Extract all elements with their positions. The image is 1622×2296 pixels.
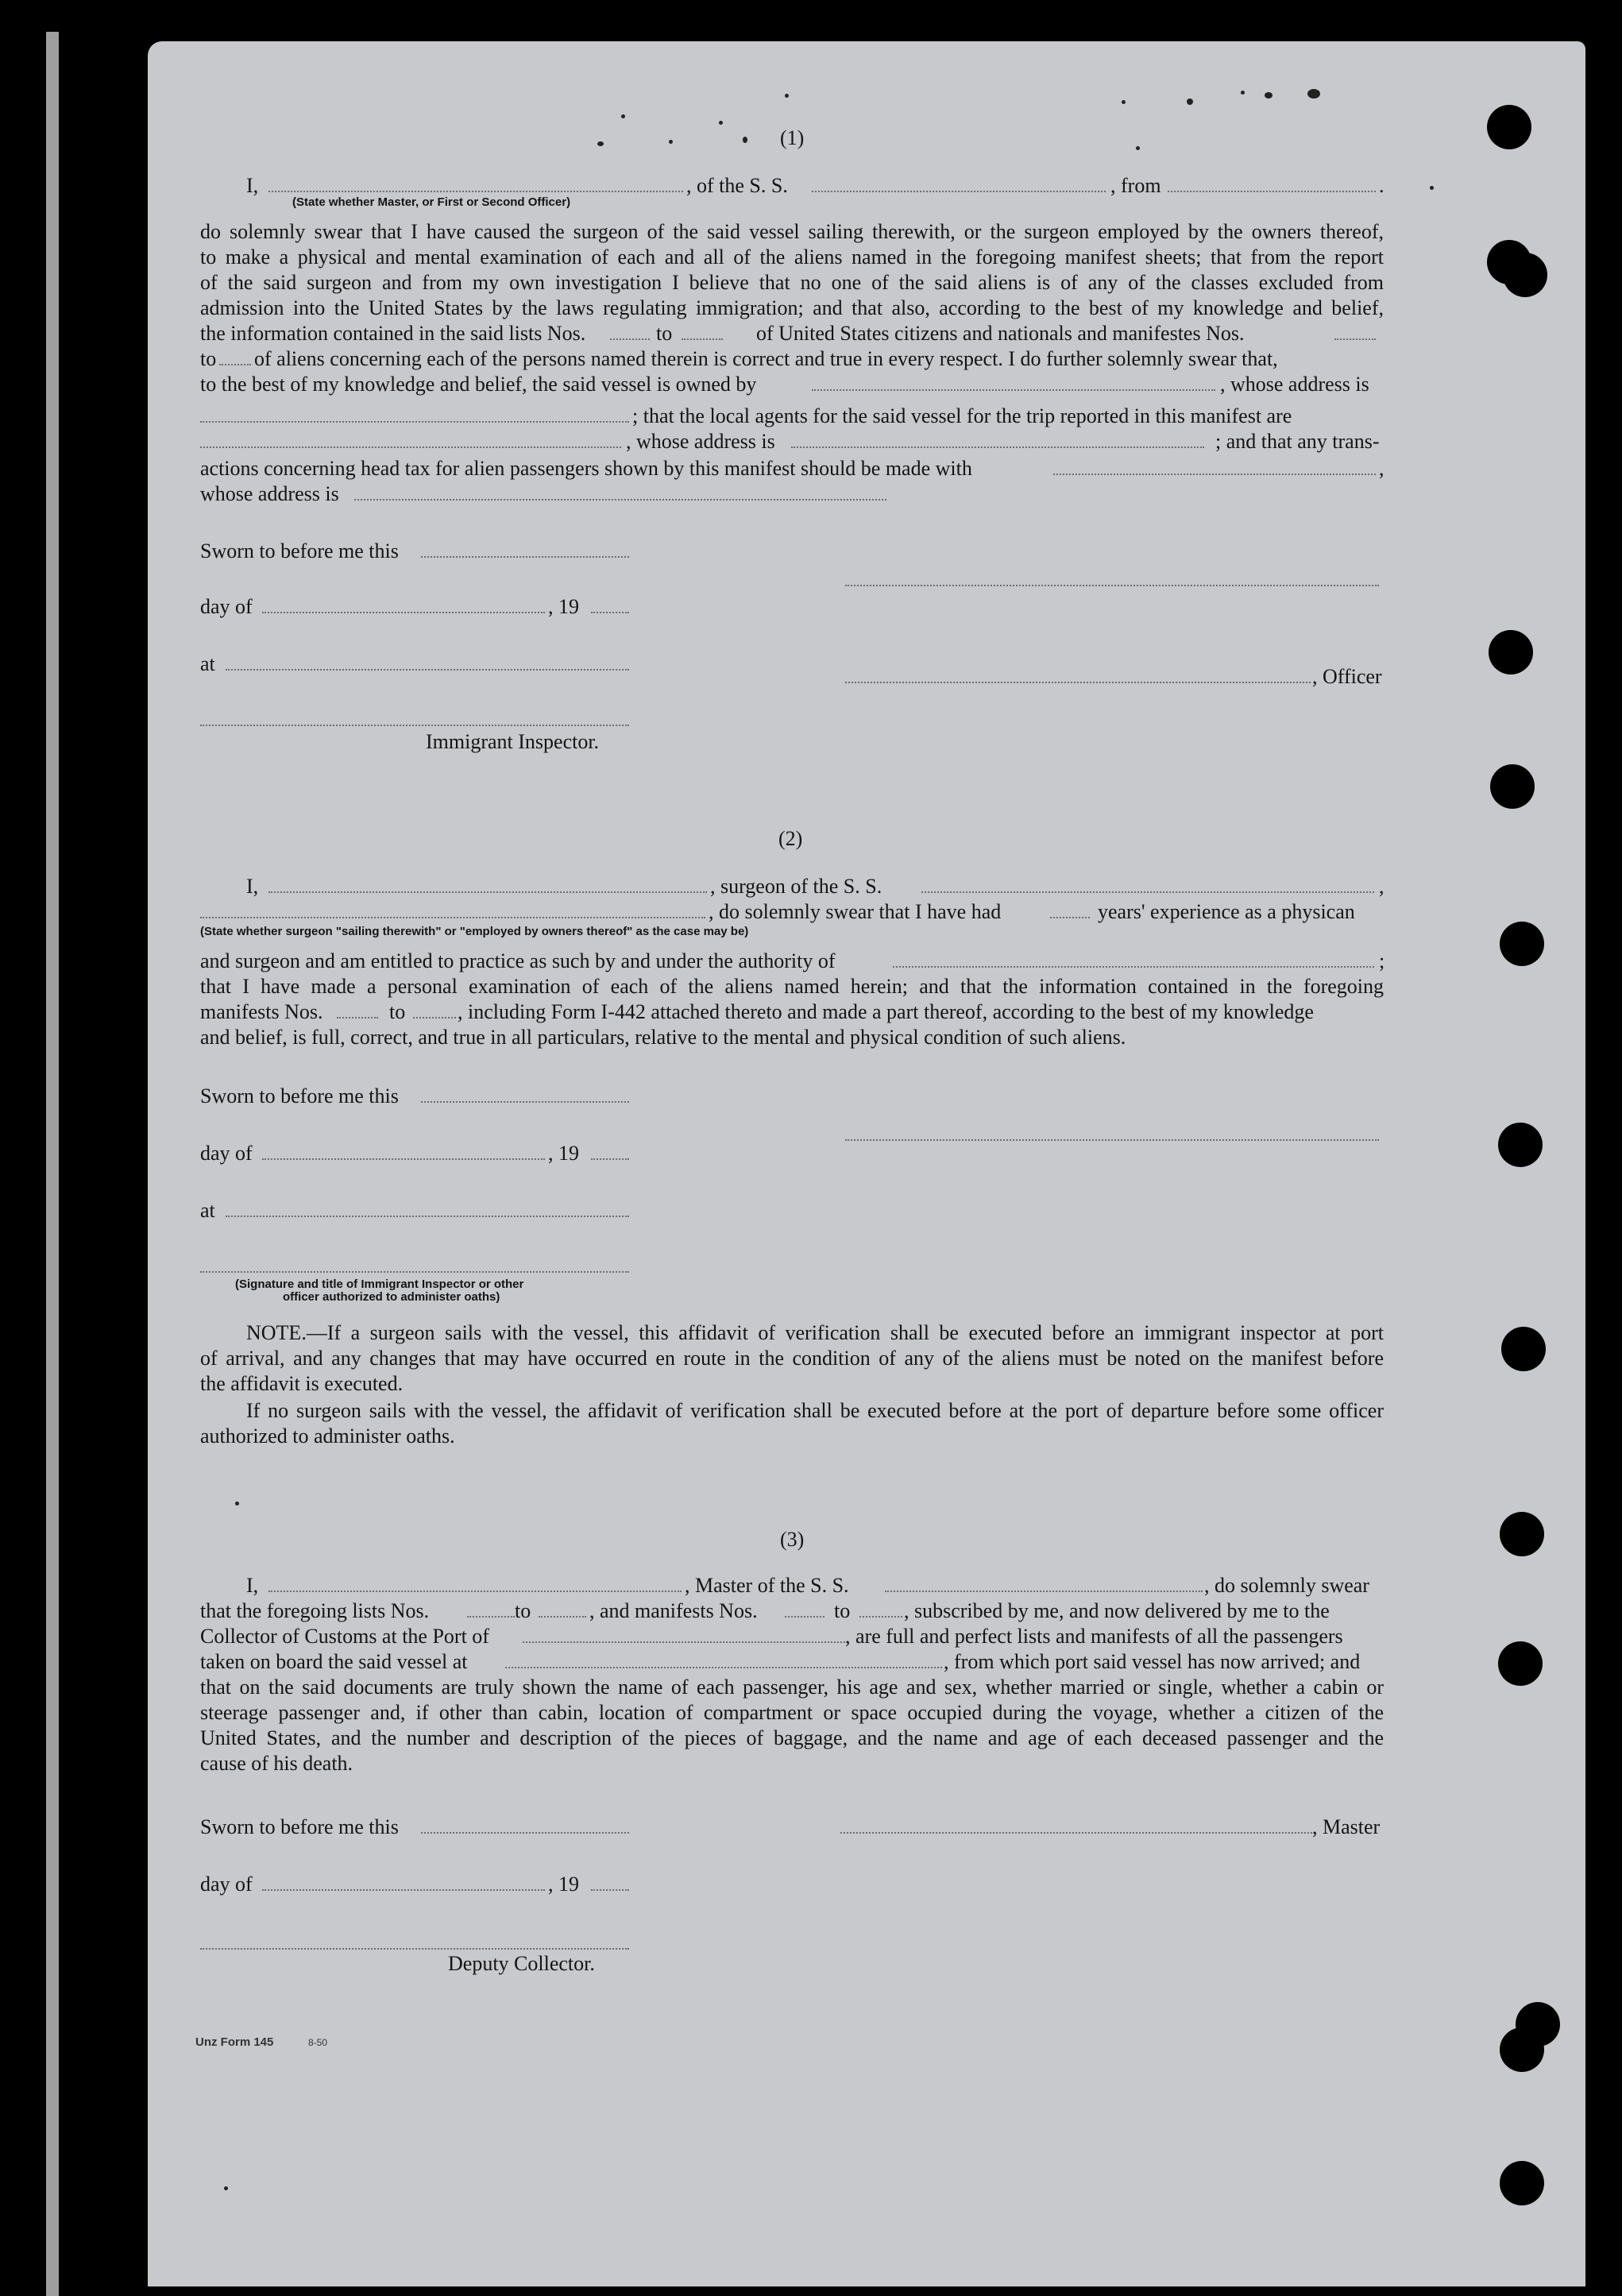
s1-sworn: Sworn to before me this — [200, 539, 399, 562]
s1-line10-end: , — [1379, 457, 1384, 480]
scan-speck — [1265, 92, 1272, 99]
s1-to: to — [656, 322, 673, 345]
s3-arrived: , from which port said vessel has now arrived; and — [944, 1650, 1361, 1673]
form-number: Unz Form 145 — [195, 2035, 274, 2049]
vessel-name-field[interactable] — [812, 191, 1106, 192]
head-tax-address-field[interactable] — [354, 499, 886, 501]
scan-speck — [1136, 146, 1140, 150]
s1-from: , from — [1110, 174, 1161, 197]
s2-surgeon-of: , surgeon of the S. S. — [710, 875, 882, 898]
s2-authority: and surgeon and am entitled to practice as such by and under the authority of — [200, 949, 836, 972]
s3-collector-signature-field[interactable] — [200, 1948, 629, 1950]
s3-solemnly-swear: , do solemnly swear — [1204, 1574, 1369, 1597]
s2-vessel-field[interactable] — [921, 891, 1374, 893]
punch-hole — [1489, 630, 1533, 674]
s1-us-citizens: of United States citizens and nationals and manifestes Nos. — [756, 322, 1245, 345]
s3-master-signature-field[interactable] — [840, 1832, 1312, 1834]
s3-year: , 19 — [548, 1873, 579, 1896]
s2-manifest-to-field[interactable] — [413, 1017, 456, 1019]
s3-sworn-date-field[interactable] — [421, 1832, 629, 1834]
section-2-heading: (2) — [778, 827, 803, 850]
s1-transactions: ; and that any trans- — [1215, 430, 1380, 453]
punch-hole — [1500, 1512, 1544, 1556]
s3-full-perfect: , are full and perfect lists and manifests of all the passengers — [845, 1625, 1343, 1648]
s1-whose-address: whose address is — [200, 482, 339, 505]
s3-port-field[interactable] — [523, 1641, 845, 1643]
s2-para-line: that I have made a personal examination of each of the aliens named herein; and that the information contained in the foregoing — [200, 975, 1384, 998]
left-edge-strip — [46, 32, 59, 2296]
s1-head-tax: actions concerning head tax for alien passengers shown by this manifest should be made with — [200, 457, 972, 480]
scan-speck — [597, 141, 604, 146]
s3-lists-nos: that the foregoing lists Nos. — [200, 1599, 430, 1622]
scan-speck — [1307, 89, 1320, 99]
s1-inspector-signature-field[interactable] — [200, 725, 629, 726]
surgeon-status-note: (State whether surgeon "sailing therewith" or "employed by owners thereof" as the case may be) — [200, 925, 749, 938]
manifest-to-field[interactable] — [219, 364, 251, 365]
s3-i: I, — [246, 1574, 259, 1597]
s1-officer-signature-field[interactable] — [845, 682, 1311, 683]
punch-hole — [1500, 922, 1544, 966]
s1-owner-address: , whose address is — [1220, 373, 1369, 396]
s2-signature-note-2: officer authorized to administer oaths) — [283, 1290, 500, 1304]
s1-immigrant-inspector: Immigrant Inspector. — [426, 730, 600, 753]
manifest-from-field[interactable] — [1334, 338, 1376, 340]
master-name-field[interactable] — [268, 191, 683, 192]
s2-signature-line[interactable] — [845, 1139, 1379, 1141]
section-3-heading: (3) — [780, 1528, 805, 1551]
scan-speck — [621, 114, 625, 118]
s1-agent-address: , whose address is — [626, 430, 775, 453]
s1-i: I, — [246, 174, 259, 197]
lists-to-field[interactable] — [682, 338, 723, 340]
s1-para-line: to make a physical and mental examination of each and all of the aliens named in the foregoing manifest sheets; that from the report — [200, 245, 1384, 269]
s1-para-line: admission into the United States by the laws regulating immigration; and that also, according to the best of my knowledge and belief, — [200, 296, 1384, 319]
s1-day-of: day of — [200, 595, 253, 618]
s3-master-of: , Master of the S. S. — [685, 1574, 849, 1597]
s2-place-field[interactable] — [226, 1216, 629, 1217]
s3-collector-port: Collector of Customs at the Port of — [200, 1625, 489, 1648]
s2-years-experience: years' experience as a physican — [1098, 900, 1355, 923]
s2-sworn: Sworn to before me this — [200, 1084, 399, 1107]
officer-rank-note: (State whether Master, or First or Second Officer) — [292, 195, 571, 209]
punch-hole — [1498, 1123, 1543, 1167]
scan-speck — [743, 137, 747, 143]
s1-month-field[interactable] — [262, 612, 545, 613]
scan-speck — [1430, 186, 1434, 190]
form-code: 8-50 — [308, 2037, 328, 2048]
scan-speck — [1187, 99, 1193, 105]
s1-para-line: do solemnly swear that I have caused the surgeon of the said vessel sailing therewith, or the surgeon employed by the owners thereof, — [200, 220, 1384, 243]
s2-sworn-date-field[interactable] — [421, 1101, 629, 1103]
scan-speck — [785, 94, 789, 98]
s1-place-field[interactable] — [226, 669, 629, 671]
punch-hole — [1487, 105, 1531, 149]
owner-field[interactable] — [812, 389, 1215, 391]
head-tax-agent-field[interactable] — [1053, 474, 1376, 475]
s3-master: , Master — [1312, 1815, 1381, 1838]
s1-end-period: . — [1379, 174, 1384, 197]
s1-year: , 19 — [548, 595, 579, 618]
s3-para-line: that on the said documents are truly shown the name of each passenger, his age and sex, whether married or single, whether a cabin or — [200, 1676, 1384, 1699]
note-line-last: the affidavit is executed. — [200, 1372, 404, 1395]
s3-to: to — [515, 1599, 531, 1622]
authority-field[interactable] — [893, 966, 1374, 968]
s3-vessel-field[interactable] — [885, 1591, 1203, 1592]
note-line: If no surgeon sails with the vessel, the affidavit of verification shall be executed before at the port of departure before some officer — [246, 1399, 1384, 1422]
scan-speck — [719, 121, 723, 125]
s2-line3-end: ; — [1379, 949, 1385, 972]
s1-para-line: of the said surgeon and from my own investigation I believe that no one of the said aliens is of any of the classes excluded from — [200, 271, 1384, 294]
s2-day-of: day of — [200, 1142, 253, 1165]
s2-inspector-signature-field[interactable] — [200, 1271, 629, 1273]
s2-line1-end: , — [1379, 875, 1384, 898]
s3-to2: to — [834, 1599, 851, 1622]
punch-hole — [1501, 1327, 1546, 1371]
s3-year-field[interactable] — [591, 1889, 629, 1891]
s3-deputy-collector: Deputy Collector. — [448, 1952, 595, 1975]
s2-at: at — [200, 1199, 215, 1222]
s2-manifests-nos: manifests Nos. — [200, 1000, 323, 1023]
s2-year: , 19 — [548, 1142, 579, 1165]
s3-manifests-nos: , and manifests Nos. — [589, 1599, 758, 1622]
s3-taken-on-board: taken on board the said vessel at — [200, 1650, 468, 1673]
s1-owned-by: to the best of my knowledge and belief, the said vessel is owned by — [200, 373, 757, 396]
note-line-last: authorized to administer oaths. — [200, 1424, 455, 1448]
s2-i: I, — [246, 875, 259, 898]
s1-at: at — [200, 652, 215, 675]
scan-speck — [1122, 100, 1126, 104]
s1-signature-line[interactable] — [845, 585, 1379, 586]
scan-speck — [669, 140, 673, 144]
port-from-field[interactable] — [1168, 191, 1376, 192]
s3-boarding-port-field[interactable] — [505, 1667, 942, 1668]
s3-para-line: United States, and the number and description of the pieces of baggage, and the name and age of each deceased passenger and the — [200, 1726, 1384, 1749]
punch-hole — [1500, 2027, 1544, 2072]
s3-subscribed: , subscribed by me, and now delivered by me to the — [904, 1599, 1330, 1622]
s1-local-agents: ; that the local agents for the said vessel for the trip reported in this manifest are — [632, 404, 1292, 427]
s3-para-line: steerage passenger and, if other than cabin, location of compartment or space occupied during the voyage, whether a citizen of the — [200, 1701, 1384, 1724]
agent-address-field[interactable] — [791, 446, 1204, 448]
section-1-heading: (1) — [780, 126, 805, 149]
s3-lists-to-field[interactable] — [539, 1616, 586, 1618]
s1-line6-to: to — [200, 347, 217, 370]
s2-to: to — [389, 1000, 406, 1023]
s3-day-of: day of — [200, 1873, 253, 1896]
punch-hole — [1490, 764, 1535, 809]
note-line: of arrival, and any changes that may have occurred en route in the condition of any of the aliens must be noted on the manifest before — [200, 1347, 1384, 1370]
scan-speck — [1241, 91, 1245, 95]
owner-address-field[interactable] — [200, 421, 629, 423]
surgeon-status-field[interactable] — [200, 917, 705, 918]
agents-field[interactable] — [200, 446, 621, 448]
lists-from-field[interactable] — [610, 338, 650, 340]
years-experience-field[interactable] — [1050, 917, 1090, 918]
note-line: NOTE.—If a surgeon sails with the vessel, this affidavit of verification shall be executed before an immigrant inspector at port — [246, 1321, 1384, 1344]
punch-hole — [1500, 2161, 1544, 2205]
s2-month-field[interactable] — [262, 1158, 545, 1160]
punch-hole — [1498, 1641, 1543, 1686]
s3-manifest-from-field[interactable] — [785, 1616, 825, 1618]
s2-year-field[interactable] — [591, 1158, 629, 1160]
s1-lists-nos: the information contained in the said lists Nos. — [200, 322, 586, 345]
scan-speck — [235, 1502, 239, 1506]
s1-of-ss: , of the S. S. — [686, 174, 788, 197]
s3-month-field[interactable] — [262, 1889, 545, 1891]
s2-para-last: and belief, is full, correct, and true in all particulars, relative to the mental and physical condition of such aliens. — [200, 1026, 1126, 1049]
s3-para-last: cause of his death. — [200, 1752, 353, 1775]
s1-officer: , Officer — [1312, 665, 1382, 688]
s3-master-name-field[interactable] — [268, 1591, 682, 1592]
s1-year-field[interactable] — [591, 612, 629, 613]
s3-manifest-to-field[interactable] — [859, 1616, 902, 1618]
s2-manifest-from-field[interactable] — [337, 1017, 378, 1019]
scan-speck — [224, 2186, 228, 2190]
s2-signature-note: (Signature and title of Immigrant Inspector or other — [235, 1277, 524, 1291]
s2-solemnly-swear: , do solemnly swear that I have had — [709, 900, 1002, 923]
surgeon-name-field[interactable] — [268, 891, 707, 893]
s3-sworn: Sworn to before me this — [200, 1815, 399, 1838]
s1-sworn-date-field[interactable] — [421, 556, 629, 558]
s2-form-i442: , including Form I-442 attached thereto and made a part thereof, according to the best of my knowledge — [458, 1000, 1314, 1023]
s3-lists-from-field[interactable] — [467, 1616, 515, 1618]
s1-line6: of aliens concerning each of the persons named therein is correct and true in every respect. I do further solemnly swear that, — [254, 347, 1278, 370]
punch-hole — [1503, 253, 1547, 297]
